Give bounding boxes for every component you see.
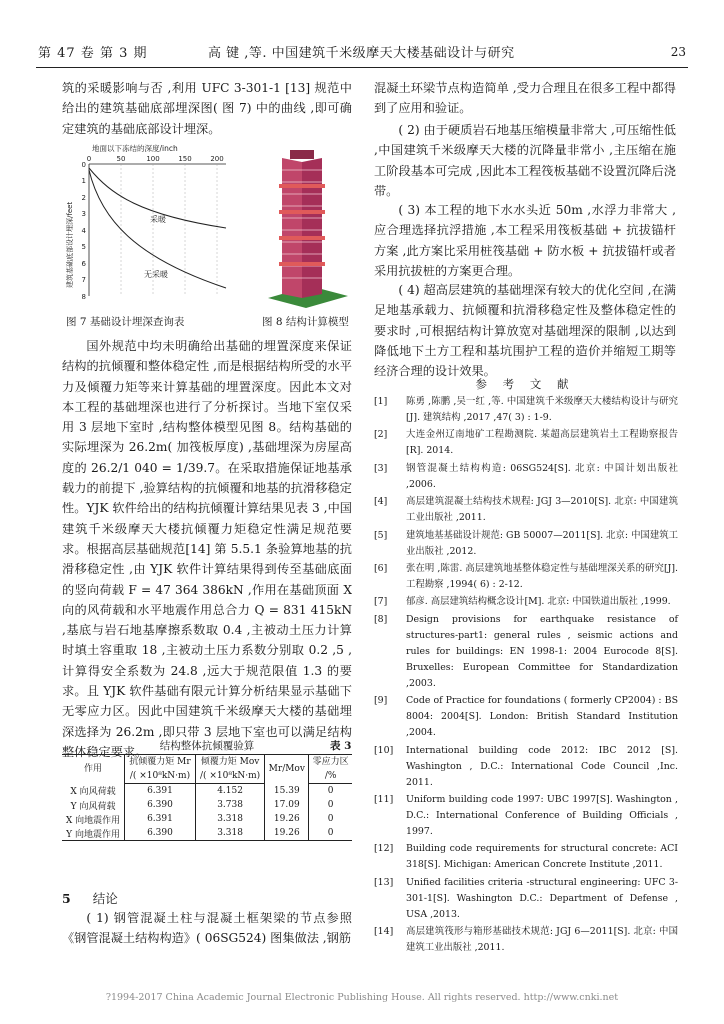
fig7-ytick: 4 — [81, 227, 86, 235]
table-header-overturn: 倾覆力矩 Mov — [195, 755, 265, 770]
reference-number: [2] — [374, 429, 388, 441]
fig7-y-label: 建筑基础底部设计埋深/feet — [66, 201, 74, 288]
table-header-ratio: Mr/Mov — [265, 755, 309, 784]
table-cell: Y 向地震作用 — [62, 826, 125, 841]
paragraph-conclusion-4: ( 4) 超高层建筑的基础埋深有较大的优化空间 ,在满足地基承载力、抗倾覆和抗滑移稳定性及整体稳定性的要求时 ,可根据结构计算放宽对基础埋深的限制 ,以达到降低地下土方工程和基坑围护工程的造价并缩短工期等经济合理的设计效果。 — [374, 283, 676, 379]
table-header-action: 作用 — [62, 755, 125, 784]
fig7-ytick: 7 — [81, 276, 86, 284]
table-row — [62, 798, 352, 812]
reference-text: Unified facilities criteria -structural engineering: UFC 3-301-1[S]. Washington D.C.: Department of Defense , USA ,2013. — [406, 876, 678, 920]
reference-item — [374, 461, 678, 493]
figure-7-chart — [66, 140, 234, 310]
figure-7-caption: 图 7 基础设计埋深查询表 — [66, 316, 185, 328]
reference-item — [374, 561, 678, 593]
reference-number: [10] — [374, 744, 394, 756]
figure-8-caption: 图 8 结构计算模型 — [262, 316, 349, 328]
table-row — [62, 812, 352, 826]
table-cell: 6.391 — [125, 784, 196, 799]
reference-item — [374, 841, 678, 873]
reference-text: Code of Practice for foundations ( formerly CP2004) : BS 8004: 2004[S]. London: British Standard Institution ,2004. — [406, 695, 678, 739]
reference-text: 建筑地基基础设计规范: GB 50007—2011[S]. 北京: 中国建筑工业出版社 ,2012. — [406, 529, 678, 557]
paragraph-conclusion-3: ( 3) 本工程的地下水水头近 50m ,水浮力非常大 ,应合理选择抗浮措施 ,本工程采用筏板基础 + 抗拔锚杆方案 ,此方案比采用桩筏基础 + 防水板 + 抗拔锚杆或者采用抗拔桩的方案更合理。 — [374, 203, 676, 278]
reference-item — [374, 612, 678, 692]
table-cell: 0 — [309, 784, 352, 799]
table-cell: X 向风荷载 — [70, 787, 116, 798]
reference-number: [13] — [374, 876, 394, 888]
paragraph-intro: 筑的采暖影响与否 ,利用 UFC 3-301-1 [13] 规范中给出的建筑基础底部埋深图( 图 7) 中的曲线 ,即可确定建筑的基础底部设计埋深。 — [62, 81, 352, 136]
reference-text: 郁彦. 高层建筑结构概念设计[M]. 北京: 中国铁道出版社 ,1999. — [406, 596, 671, 608]
reference-text: International building code 2012: IBC 2012 [S]. Washington , D.C.: International Code Council ,Inc. 2011. — [406, 744, 678, 788]
journal-issue: 第 47 卷 第 3 期 — [38, 46, 148, 61]
table-3-label: 表 3 — [330, 740, 352, 752]
reference-item — [374, 792, 678, 840]
reference-text: Design provisions for earthquake resistance of structures-part1: general rules , seismic actions and rules for buildings: EN 1998-1: 2004 Eurocode 8[S]. Bruxelles: European Committee for Standardization ,2003. — [406, 613, 678, 689]
fig7-xtick: 100 — [146, 155, 160, 163]
table-header-resist-unit: /( ×10⁸kN·m) — [125, 769, 196, 784]
reference-item — [374, 394, 678, 426]
table-cell: 6.391 — [125, 812, 196, 826]
table-cell: Y 向风荷载 — [70, 801, 116, 812]
table-cell: 6.390 — [125, 798, 196, 812]
references-heading: 参 考 文 献 — [475, 377, 575, 391]
fig7-xtick: 200 — [210, 155, 224, 163]
fig7-curve-label-unheated: 无采暖 — [144, 270, 168, 279]
table-cell: 6.390 — [125, 826, 196, 841]
paragraph-analysis: 国外规范中均未明确给出基础的埋置深度来保证结构的抗倾覆和整体稳定性 ,而是根据结构所受的水平力及倾覆力矩等来计算基础的埋置深度。因此本文对本工程的基础埋深也进行了分析探讨。当地下室仅采用 3 层地下室时 ,结构整体模型见图 8。结构基础的实际埋深为 26.2m( 加筏板厚度) ,基础埋深为房屋高度的 26.2/1 040 = 1/39.7。在采取措施保证地基承载力的前提下 ,验算结构的抗倾覆和地基的抗滑移稳定性。YJK 软件给出的结构抗倾覆计算结果见表 3 ,中国建筑千米级摩天大楼抗倾覆力矩稳定性满足规范要求。根据高层基础规范[14] 第 5.5.1 条验算地基的抗滑移稳定性 ,由 YJK 软件计算结果得到传至基础底面的竖向荷载 F = 47 364 386kN ,作用在基础顶面 X 向的风荷载和水平地震作用总合力 Q = 831 415kN ,基底与岩石地基摩擦系数取 0.4 ,主被动土压力计算时填土容重取 18 ,主被动土压力系数分别取 0.2 ,5 ,计算得安全系数为 24.8 ,远大于规范限值 1.3 的要求。且 YJK 软件基础有限元计算分析结果显示基础下无零应力区。因此中国建筑千米级摩天大楼的基础埋深选择为 26.2m ,即只带 3 层地下室也可以满足结构整体稳定要求。 — [62, 339, 352, 759]
reference-item — [374, 743, 678, 791]
model-tower-left — [282, 158, 302, 298]
section-5-heading — [62, 889, 118, 907]
fig7-top-label: 地面以下冻结的深度/inch — [92, 144, 178, 153]
table-cell: 17.09 — [265, 798, 309, 812]
fig7-ytick: 3 — [81, 210, 86, 218]
section-number: 5 — [62, 891, 71, 906]
model-tower-right — [302, 158, 322, 298]
reference-item — [374, 494, 678, 526]
section-title: 结论 — [92, 891, 118, 906]
paragraph-conclusion-1-cont: 混凝土环梁节点构造简单 ,受力合理且在很多工程中都得到了应用和验证。 — [374, 81, 676, 116]
fig7-ytick: 0 — [81, 161, 86, 169]
reference-text: 张在明 ,陈雷. 高层建筑地基整体稳定性与基础埋深关系的研究[J]. 工程勘察 ,1994( 6) : 2-12. — [406, 562, 678, 590]
figure-8-model — [262, 148, 350, 310]
article-running-title: 高 键 ,等. 中国建筑千米级摩天大楼基础设计与研究 — [208, 46, 515, 61]
fig7-xtick: 50 — [116, 155, 126, 163]
fig7-ytick: 8 — [81, 293, 86, 301]
reference-item — [374, 693, 678, 741]
reference-number: [14] — [374, 926, 394, 938]
fig7-ytick: 6 — [81, 260, 86, 268]
paragraph-conclusion-2: ( 2) 由于硬质岩石地基压缩模量非常大 ,可压缩性低 ,中国建筑千米级摩天大楼的沉降量非常小 ,主压缩在施工阶段基本可完成 ,因此本工程筏板基础不设置沉降后浇带。 — [374, 123, 676, 198]
reference-item — [374, 528, 678, 560]
table-3-title: 结构整体抗倾覆验算 — [159, 740, 255, 752]
paragraph-conclusion-1: ( 1) 钢管混凝土柱与混凝土框架梁的节点参照《钢管混凝土结构构造》( 06SG524) 图集做法 ,钢筋 — [62, 911, 352, 946]
table-header-zero-unit: /% — [309, 769, 352, 784]
table-cell: 19.26 — [265, 812, 309, 826]
reference-number: [7] — [374, 596, 388, 608]
reference-text: 钢管混凝土结构构造: 06SG524[S]. 北京: 中国计划出版社 ,2006. — [406, 462, 678, 490]
table-cell: 3.738 — [195, 798, 265, 812]
table-header-zero: 零应力区 — [309, 755, 352, 770]
fig7-xtick: 150 — [178, 155, 192, 163]
table-3 — [62, 754, 352, 841]
table-header-resist: 抗倾覆力矩 Mr — [125, 755, 196, 770]
page-number: 23 — [670, 45, 686, 59]
copyright-footer: ?1994-2017 China Academic Journal Electronic Publishing House. All rights reserved. http://www.cnki.net — [105, 992, 619, 1003]
reference-item — [374, 594, 678, 610]
fig7-xtick: 0 — [86, 155, 92, 163]
reference-number: [8] — [374, 613, 388, 625]
table-cell: 15.39 — [265, 784, 309, 799]
table-row — [62, 784, 352, 799]
reference-item — [374, 924, 678, 956]
reference-text: 陈勇 ,陈鹏 ,吴一红 ,等. 中国建筑千米级摩天大楼结构设计与研究[J]. 建筑结构 ,2017 ,47( 3) : 1-9. — [406, 396, 678, 423]
fig7-ytick: 2 — [81, 194, 86, 202]
reference-number: [1] — [374, 396, 388, 407]
fig7-curve-label-heated: 采暖 — [150, 215, 166, 224]
reference-text: 高层建筑混凝土结构技术规程: JGJ 3—2010[S]. 北京: 中国建筑工业出版社 ,2011. — [406, 496, 678, 524]
table-cell: 19.26 — [265, 826, 309, 841]
table-cell: 4.152 — [195, 784, 265, 799]
reference-number: [4] — [374, 496, 388, 508]
model-top — [290, 150, 314, 159]
reference-list — [374, 394, 678, 957]
table-header-overturn-unit: /( ×10⁸kN·m) — [195, 769, 265, 784]
table-cell: 0 — [309, 798, 352, 812]
table-cell: 0 — [309, 826, 352, 841]
table-cell: 0 — [309, 812, 352, 826]
reference-number: [11] — [374, 793, 394, 805]
header-rule — [36, 67, 688, 68]
fig7-ytick: 5 — [81, 243, 86, 251]
reference-item — [374, 427, 678, 459]
table-cell: X 向地震作用 — [65, 815, 121, 826]
table-row — [62, 826, 352, 841]
fig7-ytick: 1 — [81, 177, 86, 185]
reference-number: [12] — [374, 843, 394, 855]
reference-item — [374, 875, 678, 923]
reference-number: [6] — [374, 562, 388, 574]
reference-text: 高层建筑筏形与箱形基础技术规范: JGJ 6—2011[S]. 北京: 中国建筑工业出版社 ,2011. — [406, 926, 678, 954]
reference-number: [3] — [374, 462, 388, 474]
reference-text: Uniform building code 1997: UBC 1997[S]. Washington , D.C.: International Conference of Building Officials , 1997. — [406, 793, 678, 837]
reference-text: 大连金州辽南地矿工程勘测院. 某超高层建筑岩土工程勘察报告[R]. 2014. — [406, 429, 678, 457]
reference-text: Building code requirements for structural concrete: ACI 318[S]. Michigan: American Concrete Institute ,2011. — [406, 843, 678, 871]
table-cell: 3.318 — [195, 826, 265, 841]
reference-number: [5] — [374, 529, 388, 541]
table-cell: 3.318 — [195, 812, 265, 826]
reference-number: [9] — [374, 695, 388, 707]
